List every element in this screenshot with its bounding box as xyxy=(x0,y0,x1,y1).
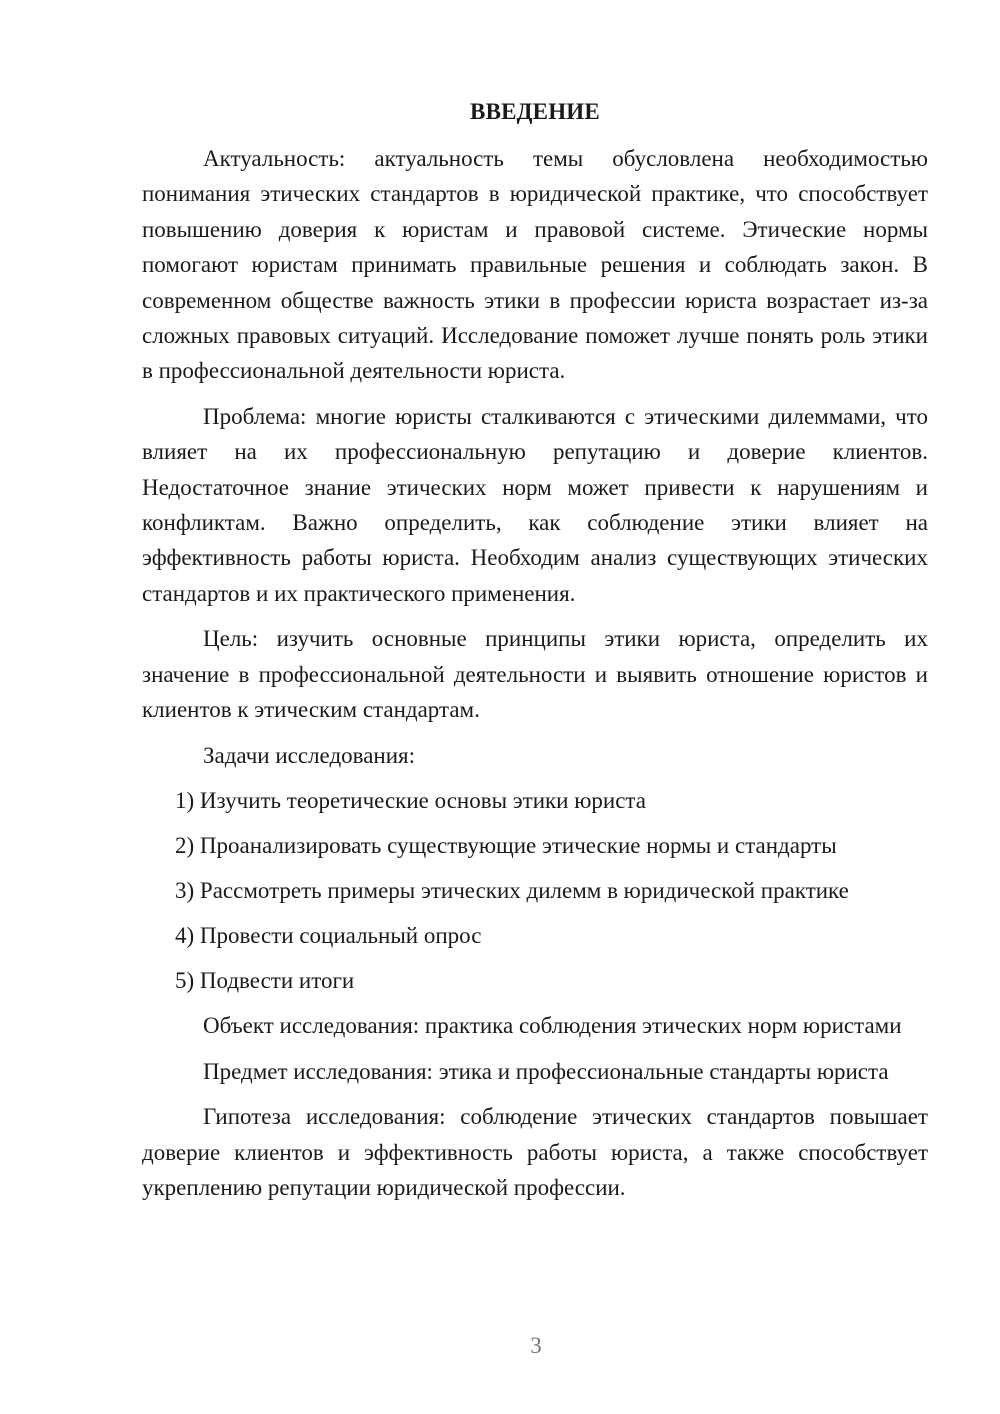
paragraph-object: Объект исследования: практика соблюдения этических норм юристами xyxy=(203,1013,902,1039)
task-item: 1) Изучить теоретические основы этики юриста xyxy=(175,787,646,813)
task-item: 3) Рассмотреть примеры этических дилемм в юридической практике xyxy=(175,877,849,903)
paragraph-subject: Предмет исследования: этика и профессиональные стандарты юриста xyxy=(203,1058,889,1084)
paragraph-goal: Цель: изучить основные принципы этики юриста, определить их значение в профессиональной деятельности и выявить отношение юристов и клиентов к этическим стандартам. xyxy=(142,626,928,723)
paragraph-hypothesis: Гипотеза исследования: соблюдение этических стандартов повышает доверие клиентов и эффективность работы юриста, а также способствует укреплению репутации юридической профессии. xyxy=(142,1104,928,1200)
tasks-heading: Задачи исследования: xyxy=(203,742,416,768)
task-item: 4) Провести социальный опрос xyxy=(175,922,482,948)
paragraph-relevance: Актуальность: актуальность темы обусловлена необходимостью понимания этических стандартов в юридической практике, что способствует повышению доверия к юристам и правовой системе. Этические нормы помогают юристам принимать правильные решения и соблюдать закон. В современном обществе важность этики в профессии юриста возрастает из-за сложных правовых ситуаций. Исследование поможет лучше понять роль этики в профессиональной деятельности юриста. xyxy=(142,146,928,384)
tasks-list xyxy=(142,783,928,998)
task-item: 5) Подвести итоги xyxy=(175,967,355,993)
paragraph-problem: Проблема: многие юристы сталкиваются с этическими дилеммами, что влияет на их профессиональную репутацию и доверие клиентов. Недостаточное знание этических норм может привести к нарушениям и конфликтам. Важно определить, как соблюдение этики влияет на эффективность работы юриста. Необходим анализ существующих этических стандартов и их практического применения. xyxy=(142,403,928,606)
page-number: 3 xyxy=(530,1333,542,1358)
document-page xyxy=(142,94,928,1205)
section-title: ВВЕДЕНИЕ xyxy=(470,99,600,124)
task-item: 2) Проанализировать существующие этические нормы и стандарты xyxy=(175,832,837,858)
